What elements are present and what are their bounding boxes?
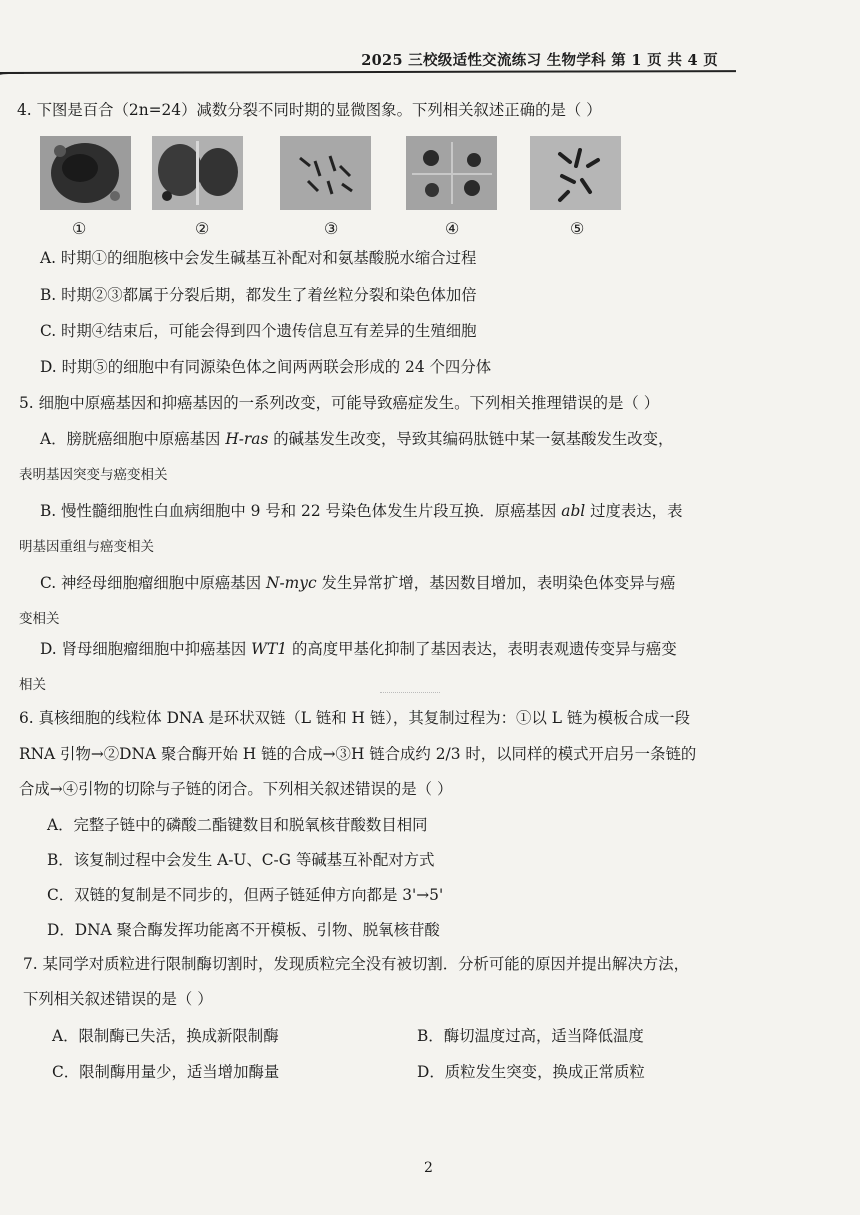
q5-option-a-line1: A．膀胱癌细胞中原癌基因 H-ras 的碱基发生改变，导致其编码肽链中某一氨基酸发生改变， — [40, 430, 674, 448]
q6-option-c: C．双链的复制是不同步的，但两子链延伸方向都是 3'→5' — [47, 886, 444, 904]
micrograph-4 — [406, 136, 497, 210]
q7-option-d: D．质粒发生突变，换成正常质粒 — [417, 1063, 645, 1081]
figure-label-5: ⑤ — [570, 219, 585, 238]
header-rule — [0, 70, 736, 74]
gene-wt1: WT1 — [251, 640, 288, 658]
q4-option-c: C. 时期④结束后，可能会得到四个遗传信息互有差异的生殖细胞 — [40, 322, 477, 340]
q5-option-c-line2: 变相关 — [19, 611, 60, 627]
gene-abl: abl — [561, 502, 586, 520]
q5-option-d-line2: 相关 — [19, 677, 46, 693]
q4-option-a: A. 时期①的细胞核中会发生碱基互补配对和氨基酸脱水缩合过程 — [40, 249, 477, 267]
q6-option-b: B．该复制过程中会发生 A-U、C-G 等碱基互补配对方式 — [47, 851, 435, 869]
q5-option-c-line1: C. 神经母细胞瘤细胞中原癌基因 N-myc 发生异常扩增，基因数目增加，表明染色体变异与癌 — [40, 574, 676, 592]
q4-option-b: B. 时期②③都属于分裂后期，都发生了着丝粒分裂和染色体加倍 — [40, 286, 477, 304]
q5-option-d-line1: D. 肾母细胞瘤细胞中抑癌基因 WT1 的高度甲基化抑制了基因表达，表明表观遗传变异与癌变 — [40, 640, 677, 658]
micrograph-1 — [40, 136, 131, 210]
figure-label-1: ① — [72, 219, 87, 238]
q5-option-b-line1: B. 慢性髓细胞性白血病细胞中 9 号和 22 号染色体发生片段互换．原癌基因 abl 过度表达，表 — [40, 502, 683, 520]
q6-stem-line3: 合成→④引物的切除与子链的闭合。下列相关叙述错误的是（ ） — [19, 780, 453, 798]
q7-option-b: B．酶切温度过高，适当降低温度 — [417, 1027, 644, 1045]
micrograph-2 — [152, 136, 243, 210]
page-number: 2 — [424, 1160, 433, 1176]
q6-option-a: A．完整子链中的磷酸二酯键数目和脱氧核苷酸数目相同 — [47, 816, 428, 834]
figure-label-2: ② — [195, 219, 210, 238]
q5-stem: 5. 细胞中原癌基因和抑癌基因的一系列改变，可能导致癌症发生。下列相关推理错误的是（ ） — [19, 394, 660, 412]
q7-option-a: A．限制酶已失活，换成新限制酶 — [52, 1027, 279, 1045]
q7-stem-line1: 7. 某同学对质粒进行限制酶切割时，发现质粒完全没有被切割．分析可能的原因并提出解决方法， — [23, 955, 689, 973]
gene-h-ras: H-ras — [225, 430, 269, 448]
page-header: 2025 三校级适性交流练习 生物学科 第 1 页 共 4 页 — [361, 52, 718, 69]
q6-stem-line2: RNA 引物→②DNA 聚合酶开始 H 链的合成→③H 链合成约 2/3 时，以同样的模式开启另一条链的 — [19, 745, 697, 763]
micrograph-row — [40, 136, 640, 216]
q4-option-d: D. 时期⑤的细胞中有同源染色体之间两两联会形成的 24 个四分体 — [40, 358, 492, 376]
gene-n-myc: N-myc — [265, 574, 317, 592]
q6-stem-line1: 6. 真核细胞的线粒体 DNA 是环状双链（L 链和 H 链），其复制过程为：①以 L 链为模板合成一段 — [19, 709, 690, 727]
q5-option-b-line2: 明基因重组与癌变相关 — [19, 539, 154, 555]
scan-smudge — [380, 692, 440, 695]
q6-option-d: D．DNA 聚合酶发挥功能离不开模板、引物、脱氧核苷酸 — [47, 921, 440, 939]
micrograph-3 — [280, 136, 371, 210]
figure-label-3: ③ — [324, 219, 339, 238]
q5-option-a-line2: 表明基因突变与癌变相关 — [19, 467, 168, 483]
q7-stem-line2: 下列相关叙述错误的是（ ） — [23, 990, 213, 1008]
q7-option-c: C．限制酶用量少，适当增加酶量 — [52, 1063, 280, 1081]
figure-label-4: ④ — [445, 219, 460, 238]
q4-stem: 4. 下图是百合（2n=24）减数分裂不同时期的显微图象。下列相关叙述正确的是（ ） — [17, 101, 602, 119]
micrograph-5 — [530, 136, 621, 210]
